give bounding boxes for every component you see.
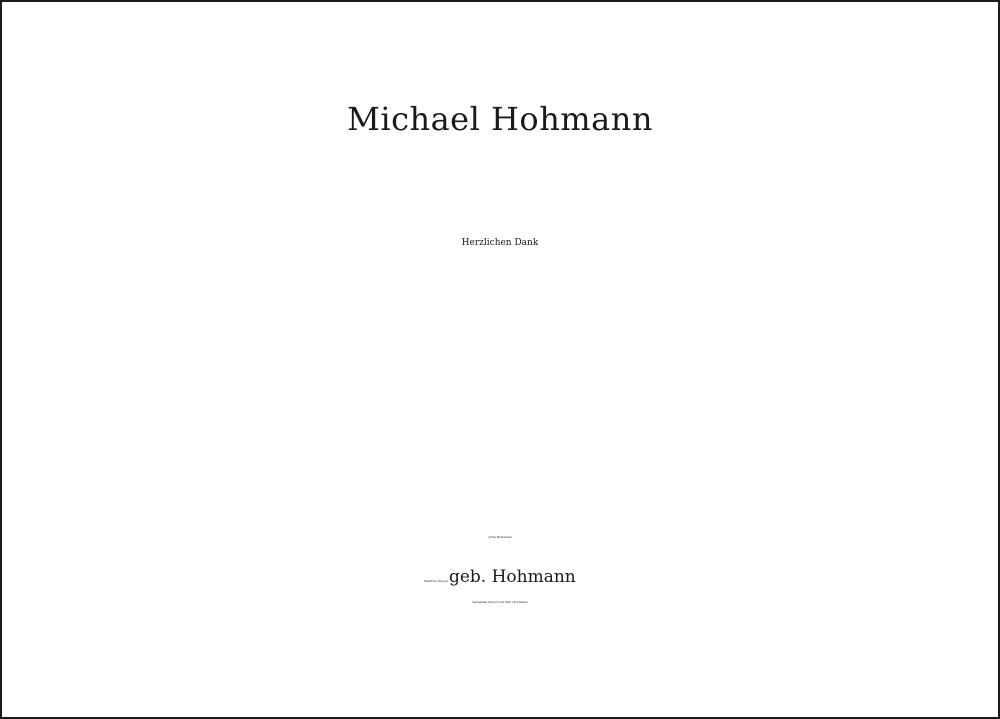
signatory-name: Beatrice Steyer (424, 579, 448, 583)
thanks-heading: Herzlichen Dank (461, 238, 539, 248)
signatory: Jutta Hohmann (488, 535, 512, 539)
signatory-maiden-name: geb. Hohmann (448, 567, 576, 587)
signatory: Sebastian Steyer mit Mia und Marie (472, 600, 528, 604)
signatory (2, 567, 998, 587)
deceased-name: Michael Hohmann (347, 100, 653, 138)
